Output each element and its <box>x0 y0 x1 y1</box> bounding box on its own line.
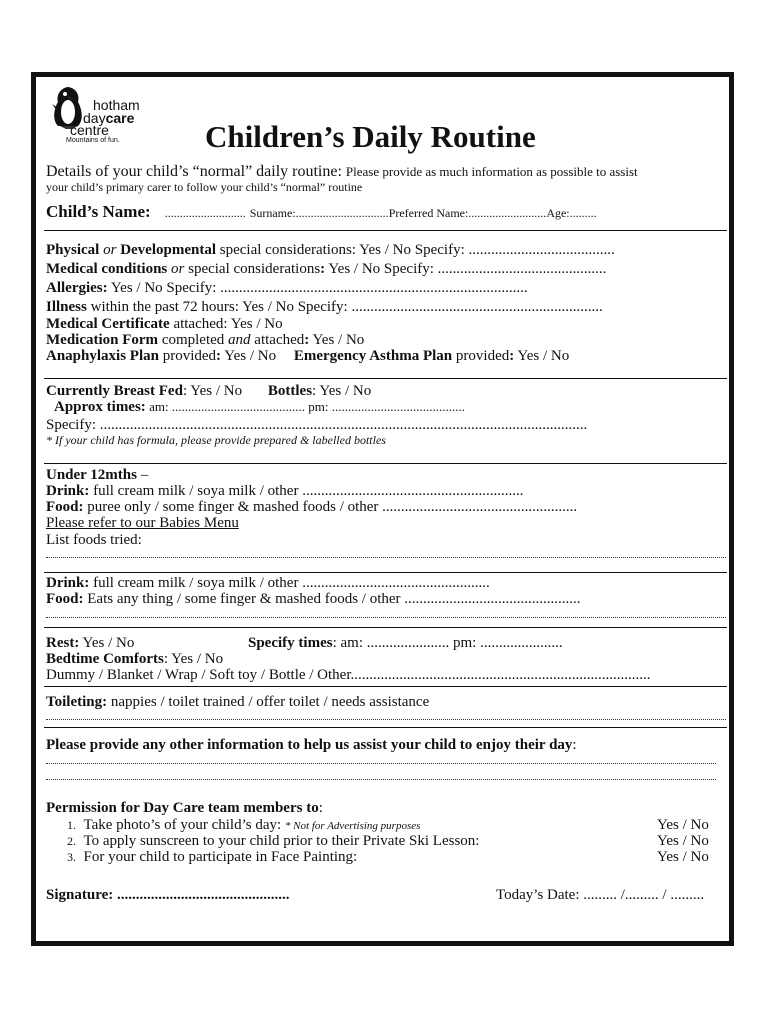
child-name-row: Child’s Name: ........................... Surname:...............................Preferred Name:..........................Age:......... <box>46 202 597 221</box>
divider-2 <box>44 378 727 379</box>
illness-row: Illness within the past 72 hours: Yes / No Specify: ................................................................... <box>46 299 603 315</box>
anaphylaxis-row: Anaphylaxis Plan provided: Yes / No Emergency Asthma Plan provided: Yes / No <box>46 348 570 364</box>
under-12-food-row: Food: puree only / some finger & mashed foods / other .................................................... <box>46 499 578 515</box>
breast-fed-row: Currently Breast Fed: Yes / No Bottles: Yes / No <box>46 383 372 399</box>
todays-date-field: Today’s Date: ......... /......... / ......... <box>496 887 705 903</box>
divider-5 <box>44 627 727 628</box>
feeding-specify-row: Specify: .................................................................................................................................. <box>46 417 588 433</box>
medication-form-row: Medication Form completed and attached: Yes / No <box>46 332 365 348</box>
food-row: Food: Eats any thing / some finger & mashed foods / other ............................................... <box>46 591 581 607</box>
divider-4 <box>44 572 727 573</box>
approx-times-row: Approx times: am: ......................................... pm: ......................................... <box>54 399 466 415</box>
intro-line1: Details of your child’s “normal” daily routine: Please provide as much information as possible to assist <box>46 163 638 180</box>
logo-line2: daycare <box>83 110 135 126</box>
under-12-heading: Under 12mths – <box>46 467 149 483</box>
divider-1 <box>44 230 727 231</box>
rest-row: Rest: Yes / No <box>46 635 135 651</box>
intro-line2: your child’s primary carer to follow your child’s “normal” routine <box>46 180 363 194</box>
other-info-line-1 <box>46 763 716 764</box>
toileting-line <box>46 719 726 720</box>
logo-line1: hotham <box>93 97 140 113</box>
divider-7 <box>44 727 727 728</box>
medical-conditions-row: Medical conditions or special considerations: Yes / No Specify: ............................................. <box>46 261 607 277</box>
permission-item: 2. To apply sunscreen to your child prior to their Private Ski Lesson: <box>67 833 480 849</box>
permission-item: 3. For your child to participate in Face Painting: <box>67 849 358 865</box>
divider-3 <box>44 463 727 464</box>
list-foods-label: List foods tried: <box>46 532 142 548</box>
bedtime-comforts-row: Bedtime Comforts: Yes / No <box>46 651 224 667</box>
drink-row: Drink: full cream milk / soya milk / other .................................................. <box>46 575 490 591</box>
specify-times-row: Specify times: am: ...................... pm: ...................... <box>248 635 563 651</box>
list-foods-line <box>46 557 726 558</box>
logo-tagline: Mountains of fun. <box>66 137 120 144</box>
logo-line3: centre <box>70 122 109 138</box>
under-12-drink-row: Drink: full cream milk / soya milk / other ........................................................... <box>46 483 524 499</box>
permission-yes-no: Yes / No <box>657 817 709 833</box>
page-title: Children’s Daily Routine <box>205 119 536 154</box>
signature-field: Signature: .............................................. <box>46 887 290 903</box>
permission-yes-no: Yes / No <box>657 849 709 865</box>
comfort-items-row: Dummy / Blanket / Wrap / Soft toy / Bottle / Other................................................................................ <box>46 667 651 683</box>
formula-note: * If your child has formula, please provide prepared & labelled bottles <box>46 433 386 447</box>
other-info-heading: Please provide any other information to help us assist your child to enjoy their day: <box>46 737 577 753</box>
babies-menu-link: Please refer to our Babies Menu <box>46 515 239 531</box>
permission-heading: Permission for Day Care team members to: <box>46 800 323 816</box>
toileting-row: Toileting: nappies / toilet trained / offer toilet / needs assistance <box>46 694 430 710</box>
physical-row: Physical or Developmental special considerations: Yes / No Specify: ....................................... <box>46 242 615 258</box>
permission-yes-no: Yes / No <box>657 833 709 849</box>
divider-6 <box>44 686 727 687</box>
food-extra-line <box>46 617 726 618</box>
permission-item: 1. Take photo’s of your child’s day: * Not for Advertising purposes <box>67 817 421 833</box>
other-info-line-2 <box>46 779 716 780</box>
allergies-row: Allergies: Yes / No Specify: .................................................................................. <box>46 280 528 296</box>
medical-certificate-row: Medical Certificate attached: Yes / No <box>46 316 283 332</box>
